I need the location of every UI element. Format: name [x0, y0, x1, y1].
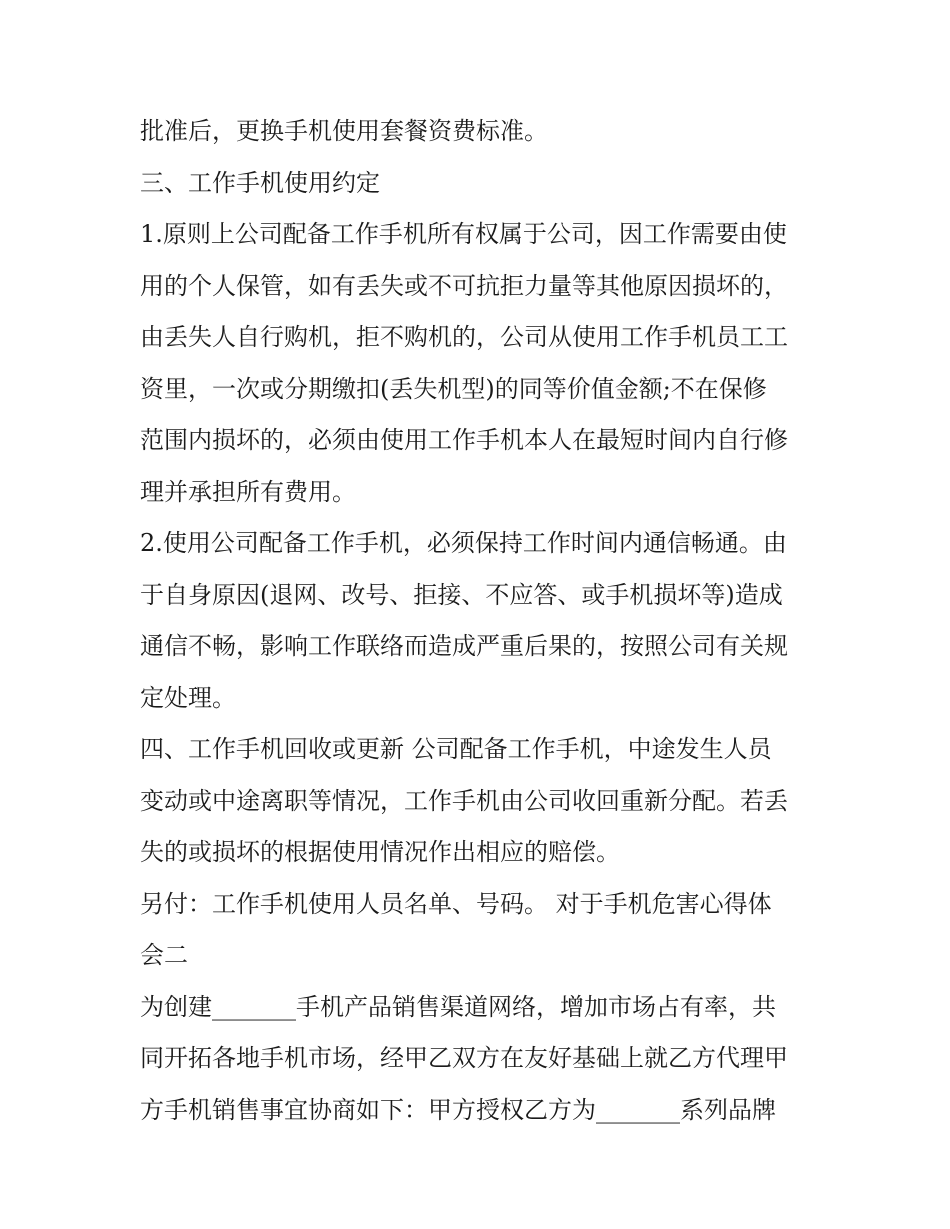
text-line: 理并承担所有费用。 [140, 477, 356, 506]
text-line: 另付：工作手机使用人员名单、号码。 对于手机危害心得体 [140, 889, 772, 918]
document-body [140, 106, 820, 1136]
section-heading: 四、工作手机回收或更新 公司配备工作手机，中途发生人员 [140, 735, 772, 763]
text-line: 方手机销售事宜协商如下：甲方授权乙方为_______系列品牌 [140, 1095, 776, 1124]
text-line: 用的个人保管，如有丢失或不可抗拒力量等其他原因损坏的， [140, 271, 788, 300]
text-line: 会二 [140, 941, 188, 969]
text-line: 失的或损坏的根据使用情况作出相应的赔偿。 [140, 838, 620, 866]
text-line: 于自身原因(退网、改号、拒接、不应答、或手机损坏等)造成 [140, 580, 783, 609]
text-line: 2.使用公司配备工作手机，必须保持工作时间内通信畅通。由 [140, 529, 787, 557]
text-line: 范围内损坏的，必须由使用工作手机本人在最短时间内自行修 [140, 426, 788, 454]
text-line: 为创建_______手机产品销售渠道网络，增加市场占有率，共 [140, 992, 776, 1021]
text-line: 变动或中途离职等情况，工作手机由公司收回重新分配。若丢 [140, 786, 788, 815]
text-line: 由丢失人自行购机，拒不购机的，公司从使用工作手机员工工 [140, 323, 788, 351]
text-line: 通信不畅，影响工作联络而造成严重后果的，按照公司有关规 [140, 632, 788, 660]
section-heading: 三、工作手机使用约定 [140, 168, 380, 197]
text-line: 1.原则上公司配备工作手机所有权属于公司，因工作需要由使 [140, 220, 787, 248]
text-line: 批准后，更换手机使用套餐资费标准。 [140, 117, 548, 145]
text-line: 定处理。 [140, 683, 236, 712]
text-line: 同开拓各地手机市场，经甲乙双方在友好基础上就乙方代理甲 [140, 1044, 788, 1072]
text-line: 资里，一次或分期缴扣(丢失机型)的同等价值金额;不在保修 [140, 374, 767, 403]
